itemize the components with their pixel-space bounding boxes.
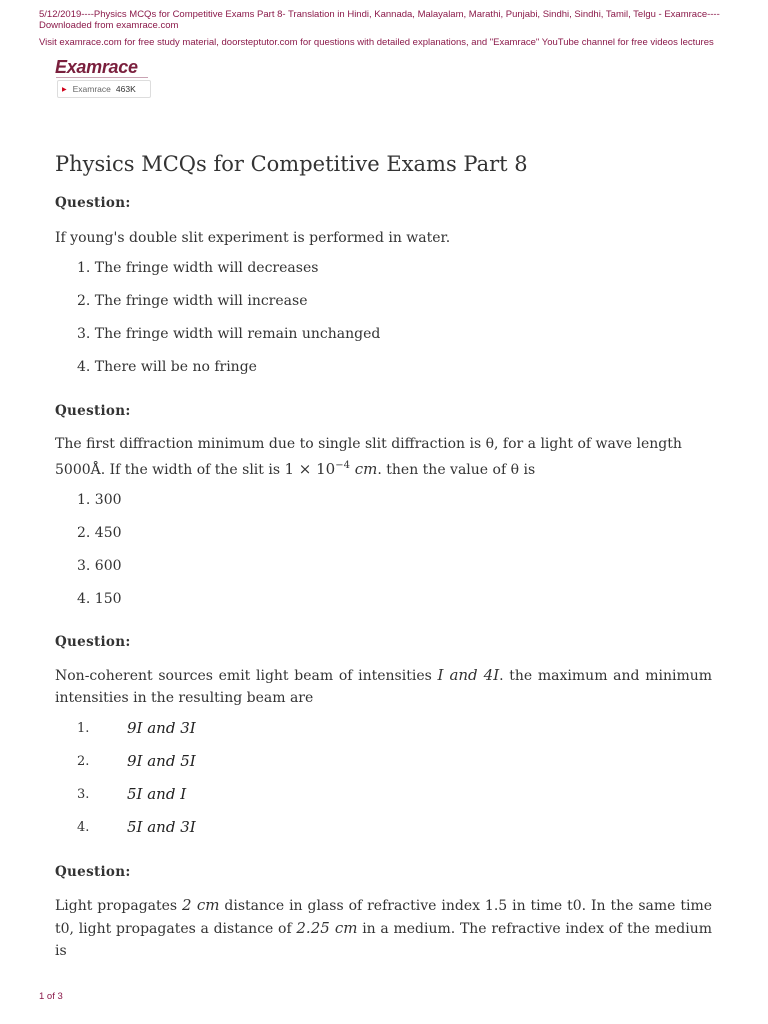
page-indicator: 1 of 3 [39,991,63,1002]
option-number: 4. [77,820,90,835]
question-text-part: distance in glass of refractive index 1.5 in time t0. In the same time t0, light propagates a distance of [55,898,713,937]
question-label: Question: [55,634,131,650]
question-text: If young's double slit experiment is performed in water. [55,230,451,246]
math-expression: 2 cm [182,896,220,914]
option: 3. 600 [77,558,122,574]
logo-underline [56,77,148,78]
question-text [55,433,712,481]
examrace-logo[interactable]: Examrace [55,57,138,77]
play-icon: ▶ [62,86,67,93]
question-text [55,664,712,709]
math-expression [284,460,377,478]
option: 1. The fringe width will decreases [77,260,319,276]
question-label: Question: [55,864,131,880]
option-number: 3. [77,787,90,802]
question-text-part: . then the value of θ is [377,462,536,478]
question-text-part: in a medium. The refractive index of the medium is [55,921,713,959]
header-line-2: Visit examrace.com for free study material, doorsteptutor.com for questions with detailed explanations, and "Examrace" YouTube channel for free videos lectures [39,37,714,48]
channel-name: Examrace [72,84,111,94]
youtube-subscribe-button[interactable] [57,80,151,98]
math-expression: 2.25 cm [296,919,358,937]
option: 2. The fringe width will increase [77,293,308,309]
question-text [55,894,712,962]
question-label: Question: [55,195,131,211]
option: 5I and I [127,785,187,803]
option-number: 1. [77,721,90,736]
subscriber-count: 463K [115,84,136,94]
math-base: 1 × 10 [284,460,336,478]
question-text-part: Non-coherent sources emit light beam of intensities [55,668,432,684]
question-text-part: Light propagates [55,898,178,914]
option: 3. The fringe width will remain unchanged [77,326,381,342]
header-line-1: 5/12/2019----Physics MCQs for Competitive Exams Part 8- Translation in Hindi, Kannada, Malayalam, Marathi, Punjabi, Sindhi, Sindhi, Tamil, Telgu - Examrace----Downloaded from examrace.com [39,9,720,31]
option: 9I and 5I [127,752,196,770]
print-header [39,9,739,48]
math-unit: cm [354,460,378,478]
option: 2. 450 [77,525,122,541]
option: 9I and 3I [127,719,196,737]
option: 4. There will be no fringe [77,359,257,375]
question-text-part: . the maximum and minimum intensities in the resulting beam are [55,668,713,706]
option: 4. 150 [77,591,122,607]
option-number: 2. [77,754,90,769]
option: 1. 300 [77,492,122,508]
question-label: Question: [55,403,131,419]
math-expression: I and 4I [437,666,500,684]
page-title: Physics MCQs for Competitive Exams Part 8 [55,152,528,176]
option: 5I and 3I [127,818,196,836]
math-exponent: −4 [335,460,350,471]
question-text-part: The first diffraction minimum due to single slit diffraction is θ, for a light of wave length 5000Å. If the width of the slit is [55,436,682,478]
